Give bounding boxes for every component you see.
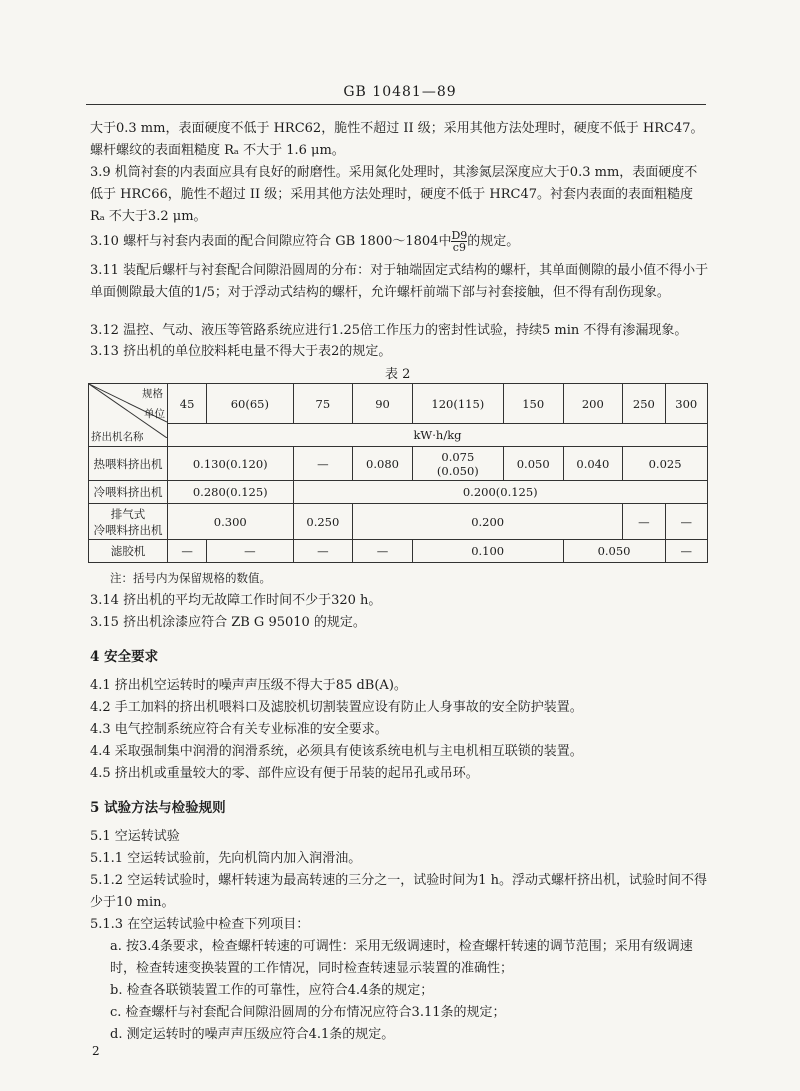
table-cell: — — [293, 447, 353, 481]
paragraph-3-10-tail: 的规定。 — [467, 234, 520, 249]
paragraph-3-10-text: 3.10 螺杆与衬套内表面的配合间隙应符合 GB 1800～1804中 — [90, 234, 452, 249]
paragraph-3-11: 3.11 装配后螺杆与衬套配合间隙沿圆周的分布：对于轴端固定式结构的螺杆，其单面侧隙的最小值不得小于单面侧隙最大值的1/5；对于浮动式结构的螺杆，允许螺杆前端下部与衬套接触，但不得有刮伤现象。 — [90, 263, 709, 300]
corner-label-spec: 规格 — [142, 388, 163, 400]
table-cell: 0.100 — [412, 540, 563, 563]
fit-fraction — [451, 230, 467, 253]
table-cell: — — [207, 540, 293, 563]
paragraph-5-1-1: 5.1.1 空运转试验前，先向机筒内加入润滑油。 — [90, 851, 362, 866]
table-cell: 0.040 — [563, 447, 623, 481]
row-name-strainer: 滤胶机 — [89, 540, 168, 563]
table-cell: 0.130(0.120) — [168, 447, 294, 481]
table-cell: — — [623, 504, 665, 540]
item-a: a. 按3.4条要求，检查螺杆转速的可调性：采用无级调速时，检查螺杆转速的调节范围；采用有级调速时，检查转速变换装置的工作情况，同时检查转速显示装置的准确性； — [110, 939, 693, 976]
page-number: 2 — [92, 1044, 100, 1058]
table-cell: 0.025 — [623, 447, 708, 481]
header-cell: 150 — [503, 384, 563, 424]
table-cell: — — [293, 540, 353, 563]
cell-line: (0.050) — [436, 463, 479, 478]
paragraph-continued: 大于0.3 mm，表面硬度不低于 HRC62，脆性不超过 II 级；采用其他方法处理时，硬度不低于 HRC47。螺杆螺纹的表面粗糙度 Rₐ 不大于 1.6 μm。 — [90, 121, 704, 158]
table-cell: — — [353, 540, 413, 563]
header-cell: 45 — [168, 384, 207, 424]
table-cell: 0.300 — [168, 504, 294, 540]
item-d: d. 测定运转时的噪声声压级应符合4.1条的规定。 — [110, 1027, 395, 1042]
paragraph-3-10 — [90, 230, 710, 253]
cell-line: 0.075 — [441, 449, 475, 464]
paragraph-5-1-3: 5.1.3 在空运转试验中检查下列项目： — [90, 917, 310, 932]
header-cell: 250 — [623, 384, 665, 424]
power-consumption-table — [88, 383, 708, 563]
paragraph-3-12: 3.12 温控、气动、液压等管路系统应进行1.25倍工作压力的密封性试验，持续5 min 不得有渗漏现象。 — [90, 323, 688, 338]
table-cell — [412, 447, 503, 481]
section-heading-5: 5 试验方法与检验规则 — [90, 800, 226, 816]
table-cell: 0.280(0.125) — [168, 481, 294, 504]
row-name-hot-feed: 热喂料挤出机 — [89, 447, 168, 481]
header-cell: 120(115) — [412, 384, 503, 424]
paragraph-4-2: 4.2 手工加料的挤出机喂料口及滤胶机切割装置应设有防止人身事故的安全防护装置。 — [90, 700, 583, 715]
paragraph-4-4: 4.4 采取强制集中润滑的润滑系统，必须具有使该系统电机与主电机相互联锁的装置。 — [90, 744, 583, 759]
paragraph-3-15: 3.15 挤出机涂漆应符合 ZB G 95010 的规定。 — [90, 615, 366, 630]
table-cell: 0.080 — [353, 447, 413, 481]
table-cell: — — [168, 540, 207, 563]
paragraph-3-14: 3.14 挤出机的平均无故障工作时间不少于320 h。 — [90, 593, 382, 608]
corner-label-name: 挤出机名称 — [91, 431, 144, 443]
cell-line: 冷喂料挤出机 — [93, 522, 163, 537]
table-note: 注：括号内为保留规格的数值。 — [110, 571, 271, 585]
unit-cell: kW·h/kg — [168, 424, 708, 447]
page-header: GB 10481—89 — [343, 84, 457, 100]
paragraph-3-9: 3.9 机筒衬套的内表面应具有良好的耐磨性。采用氮化处理时，其渗氮层深度应大于0.3 mm，表面硬度不低于 HRC66，脆性不超过 II 级；采用其他方法处理时，硬度不低于 HRC47。衬套内表面的表面粗糙度 Rₐ 不大于3.2 μm。 — [90, 165, 698, 224]
table-cell: 0.200 — [353, 504, 623, 540]
row-name-vented — [89, 504, 168, 540]
table-cell: — — [665, 504, 707, 540]
section-heading-4: 4 安全要求 — [90, 649, 159, 665]
header-cell: 300 — [665, 384, 707, 424]
row-name-cold-feed: 冷喂料挤出机 — [89, 481, 168, 504]
table-cell: — — [665, 540, 707, 563]
table-cell: 0.200(0.125) — [293, 481, 707, 504]
header-cell: 75 — [293, 384, 353, 424]
table-cell: 0.050 — [563, 540, 665, 563]
item-c: c. 检查螺杆与衬套配合间隙沿圆周的分布情况应符合3.11条的规定； — [110, 1005, 506, 1020]
header-cell: 60(65) — [207, 384, 293, 424]
paragraph-5-1-2: 5.1.2 空运转试验时，螺杆转速为最高转速的三分之一，试验时间为1 h。浮动式螺杆挤出机，试验时间不得少于10 min。 — [90, 873, 707, 910]
header-cell: 90 — [353, 384, 413, 424]
table-cell: 0.250 — [293, 504, 353, 540]
cell-line: 排气式 — [110, 506, 146, 521]
fit-numerator: D9 — [451, 229, 468, 242]
item-b: b. 检查各联锁装置工作的可靠性，应符合4.4条的规定； — [110, 983, 434, 998]
table-caption: 表 2 — [385, 367, 411, 382]
paragraph-4-1: 4.1 挤出机空运转时的噪声声压级不得大于85 dB(A)。 — [90, 678, 407, 693]
header-rule — [86, 104, 706, 105]
header-cell: 200 — [563, 384, 623, 424]
corner-label-unit: 单位 — [144, 408, 165, 420]
table-cell: 0.050 — [503, 447, 563, 481]
fit-denominator: c9 — [452, 241, 466, 254]
paragraph-5-1: 5.1 空运转试验 — [90, 829, 180, 844]
paragraph-3-13: 3.13 挤出机的单位胶料耗电量不得大于表2的规定。 — [90, 344, 392, 359]
paragraph-4-5: 4.5 挤出机或重量较大的零、部件应设有便于吊装的起吊孔或吊环。 — [90, 766, 479, 781]
table-corner-cell — [89, 384, 168, 447]
paragraph-4-3: 4.3 电气控制系统应符合有关专业标准的安全要求。 — [90, 722, 388, 737]
